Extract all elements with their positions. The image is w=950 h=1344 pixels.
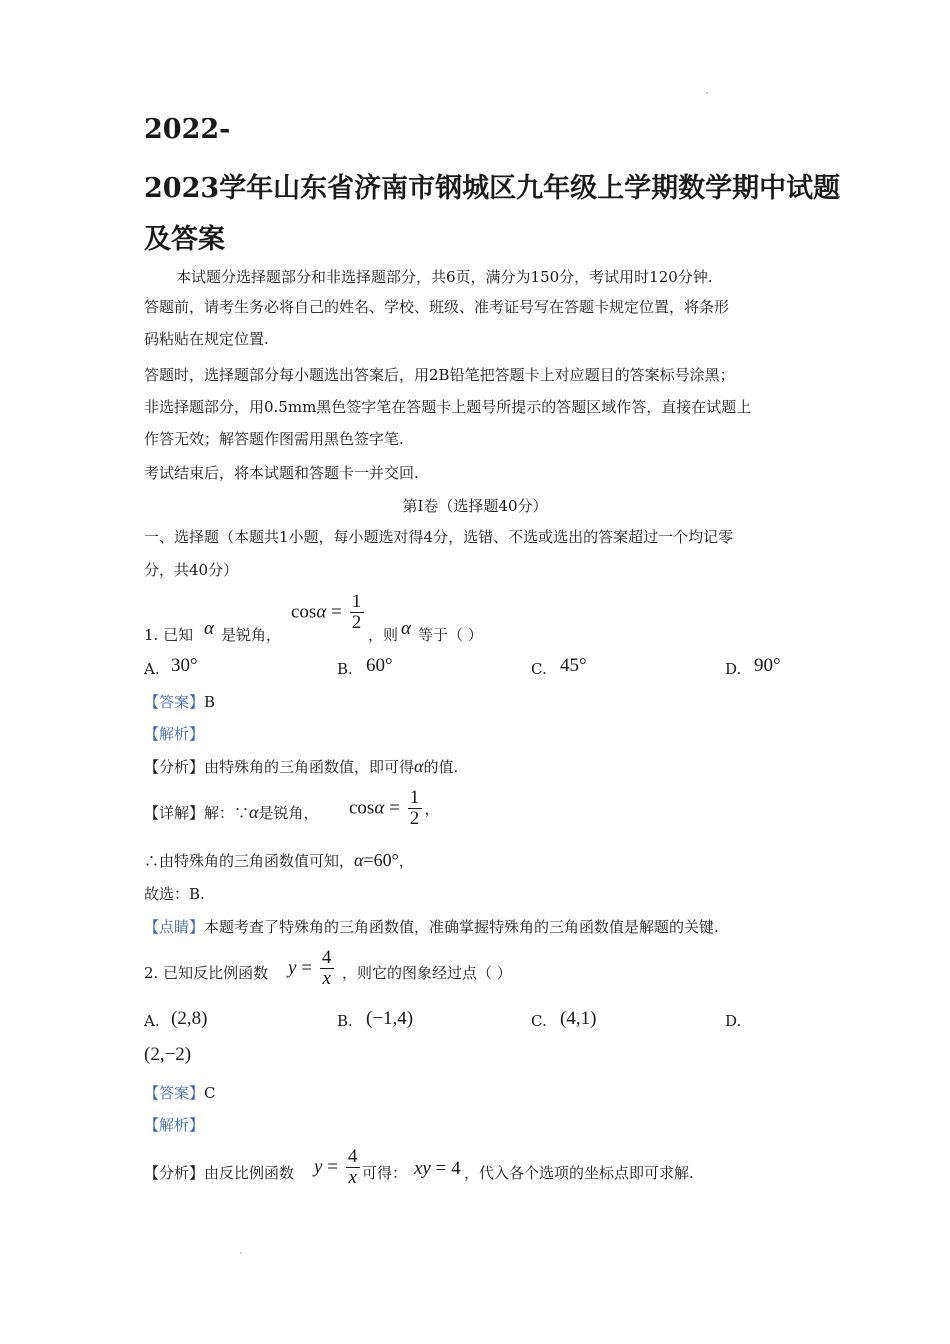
detail-tag: 【详解】 [144, 804, 205, 822]
q1-alpha-2: α [401, 618, 411, 639]
q1-comment [144, 916, 719, 937]
instruction-2a: 答题前，请考生务必将自己的姓名、学校、班级、准考证号写在答题卡规定位置，将条形 [144, 298, 730, 316]
instruction-1: 本试题分选择题部分和非选择题部分，共6页，满分为150分，考试用时120分钟. [176, 268, 713, 286]
q2-option-d-letter: D. [725, 1012, 742, 1030]
q1-eq: = [326, 601, 347, 623]
q2-option-a-letter: A. [144, 1012, 160, 1030]
q1-detail-text1: 解：∵ [204, 804, 250, 822]
instruction-3c: 作答无效；解答题作图需用黑色签字笔. [144, 430, 404, 448]
q2-analysis-tag: 【解析】 [144, 1116, 205, 1134]
q1-detail-alpha: α [249, 802, 259, 822]
q2-fenxi-xy: xy [414, 1158, 431, 1179]
q2-fenxi-function [314, 1147, 363, 1188]
q1-detail-text3: ， [424, 800, 440, 818]
volume-heading: 第Ⅰ卷（选择题40分） [402, 497, 548, 515]
q2-stem-prefix: 2. 已知反比例函数 [144, 964, 269, 982]
q2-function-expression [288, 948, 337, 989]
q1-fenxi [144, 756, 458, 777]
q2-fenxi-y: y [314, 1156, 323, 1178]
q1-therefore-end: ， [398, 852, 414, 870]
q2-denominator: x [322, 968, 331, 989]
q1-detail-eq: = [384, 797, 405, 819]
q2-fenxi-fraction [346, 1147, 360, 1188]
q1-detail-text2: 是锐角， [258, 804, 319, 822]
answer-tag: 【答案】 [144, 693, 205, 711]
q1-alpha: α [204, 618, 214, 639]
q1-denominator: 2 [351, 612, 362, 633]
q1-stem-prefix: 1. 已知 [144, 626, 194, 644]
q1-stem-mid: 是锐角， [221, 626, 282, 644]
q1-cos-alpha: α [316, 601, 327, 623]
q1-stem-suffix2: 等于（ ） [418, 626, 483, 644]
q1-option-d-value: 90° [754, 655, 781, 676]
q1-comment-text: 本题考查了特殊角的三角函数值，准确掌握特殊角的三角函数值是解题的关键. [204, 918, 719, 936]
q1-cos-expression [291, 592, 367, 633]
q2-fenxi-denominator: x [348, 1167, 357, 1188]
q1-option-b-value: 60° [366, 655, 393, 676]
q1-option-c-value: 45° [560, 655, 587, 676]
instruction-3b: 非选择题部分，用0.5mm黑色签字笔在答题卡上题号所提示的答题区域作答，直接在试题上 [144, 398, 752, 416]
q1-detail-numerator: 1 [409, 787, 420, 808]
q2-option-b-letter: B. [337, 1012, 353, 1030]
q1-detail-cos-alpha: α [374, 797, 385, 819]
q1-therefore [144, 850, 414, 871]
q2-numerator: 4 [321, 947, 332, 968]
q2-answer-value: C [204, 1084, 216, 1102]
q1-option-d-letter: D. [725, 660, 742, 678]
q2-eq: = [296, 957, 317, 979]
q1-fenxi-text1: 由特殊角的三角函数值，即可得 [204, 758, 415, 776]
q1-option-c-letter: C. [531, 660, 547, 678]
q1-fraction [350, 592, 364, 633]
scan-dot [240, 1252, 242, 1254]
q2-option-c-value: (4,1) [560, 1008, 597, 1029]
q1-choose: 故选：B. [144, 885, 205, 903]
q1-answer [144, 691, 215, 712]
q1-analysis-tag: 【解析】 [144, 725, 205, 743]
q2-fenxi-eq: = [322, 1156, 343, 1178]
q1-option-a-value: 30° [171, 655, 198, 676]
q2-answer [144, 1082, 216, 1103]
section-heading-a: 一、选择题（本题共1小题，每小题选对得4分，选错、不选或选出的答案超过一个均记零 [144, 528, 734, 546]
q2-y: y [288, 957, 297, 979]
q1-option-b-letter: B. [337, 660, 353, 678]
q1-option-a-letter: A. [144, 660, 160, 678]
scan-dot [706, 92, 708, 94]
q2-option-b-value: (−1,4) [366, 1008, 414, 1029]
q2-fenxi-numerator: 4 [347, 1146, 358, 1167]
section-heading-b: 分，共40分） [144, 561, 239, 579]
instruction-4: 考试结束后，将本试题和答题卡一并交回. [144, 464, 419, 482]
q2-fenxi-text2: 可得： [362, 1164, 408, 1182]
q2-option-a-value: (2,8) [171, 1008, 208, 1029]
q1-fenxi-alpha: α [414, 756, 424, 776]
q2-fenxi-text1: 由反比例函数 [204, 1164, 295, 1182]
fenxi-tag: 【分析】 [144, 758, 205, 776]
answer-tag: 【答案】 [144, 1084, 205, 1102]
title-line-1: 2022- [144, 114, 231, 145]
q1-therefore-text: ∴由特殊角的三角函数值可知， [144, 852, 355, 870]
q1-detail-fraction [408, 788, 422, 829]
q2-option-d-value: (2,−2) [144, 1044, 192, 1065]
q1-detail-cos-expression [349, 788, 440, 829]
q1-answer-value: B [204, 693, 216, 711]
q1-detail-prefix [144, 802, 319, 823]
q2-option-c-letter: C. [531, 1012, 547, 1030]
q2-fenxi-text3: ，代入各个选项的坐标点即可求解. [464, 1164, 694, 1182]
q1-fenxi-text2: 的值. [423, 758, 459, 776]
comment-tag: 【点睛】 [144, 918, 205, 936]
q2-fenxi-xy-expression [414, 1158, 461, 1180]
q1-therefore-alpha: α [354, 850, 364, 870]
title-line-3: 及答案 [144, 224, 225, 255]
fenxi-tag: 【分析】 [144, 1164, 205, 1182]
q2-fenxi-prefix [144, 1162, 294, 1183]
instruction-2b: 码粘贴在规定位置. [144, 330, 269, 348]
q1-numerator: 1 [351, 591, 362, 612]
instruction-3a: 答题时，选择题部分每小题选出答案后，用2B铅笔把答题卡上对应题目的答案标号涂黑； [144, 366, 735, 384]
q1-detail-cos: cos [349, 797, 375, 819]
q2-fenxi-xy-eq: = 4 [430, 1158, 461, 1179]
title-line-2: 2023学年山东省济南市钢城区九年级上学期数学期中试题 [144, 173, 841, 204]
q2-fraction [320, 948, 334, 989]
q1-cos: cos [291, 601, 317, 623]
q1-therefore-value: =60° [363, 850, 399, 870]
q1-stem-suffix1: ，则 [368, 626, 399, 644]
q1-detail-denominator: 2 [409, 808, 420, 829]
q2-stem-suffix: ，则它的图象经过点（ ） [342, 964, 512, 982]
